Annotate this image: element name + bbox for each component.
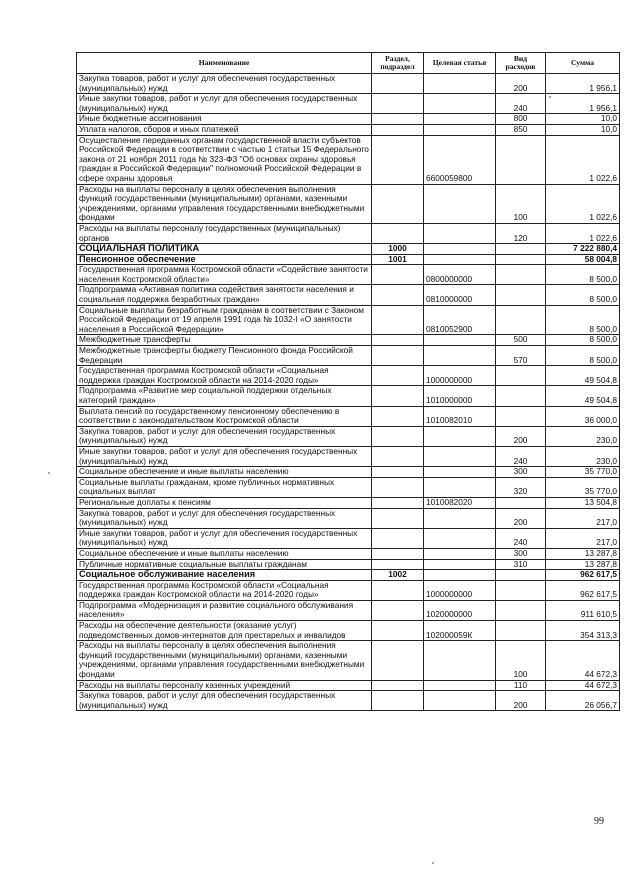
cell-sum: 911 610,5 (546, 600, 620, 620)
cell-target: 0810000000 (424, 285, 496, 305)
cell-target (424, 446, 496, 466)
table-row (77, 680, 620, 691)
cell-section (372, 548, 424, 559)
cell-name: СОЦИАЛЬНАЯ ПОЛИТИКА (77, 244, 372, 255)
cell-sum: 217,0 (546, 528, 620, 548)
cell-kind (496, 244, 546, 255)
page-number: 99 (594, 816, 604, 827)
table-row (77, 580, 620, 600)
cell-section (372, 114, 424, 125)
cell-kind: 500 (496, 335, 546, 346)
cell-kind (496, 621, 546, 641)
cell-target (424, 691, 496, 711)
cell-sum: 230,0 (546, 426, 620, 446)
cell-name: Выплата пенсий по государственному пенсионному обеспечению в соответствии с законодательством Костромской области (77, 406, 372, 426)
header-kind: Вид расходов (496, 53, 546, 74)
table-row (77, 497, 620, 508)
table-row (77, 477, 620, 497)
cell-section (372, 346, 424, 366)
cell-sum: 1 022,6 (546, 223, 620, 243)
cell-name: Межбюджетные трансферты (77, 335, 372, 346)
header-section: Раздел, подраздел (372, 53, 424, 74)
cell-kind (496, 366, 546, 386)
table-row (77, 135, 620, 184)
cell-sum: 58 004,8 (546, 254, 620, 265)
table-row (77, 446, 620, 466)
cell-target (424, 184, 496, 223)
cell-section (372, 477, 424, 497)
cell-name: Иные закупки товаров, работ и услуг для обеспечения государственных (муниципальных) нужд (77, 446, 372, 466)
cell-target: 1010082020 (424, 497, 496, 508)
cell-target (424, 467, 496, 478)
cell-name: Закупка товаров, работ и услуг для обеспечения государственных (муниципальных) нужд (77, 74, 372, 94)
cell-section (372, 580, 424, 600)
cell-kind (496, 580, 546, 600)
cell-kind: 300 (496, 467, 546, 478)
cell-sum: 13 287,8 (546, 559, 620, 570)
cell-kind: 570 (496, 346, 546, 366)
cell-section (372, 426, 424, 446)
cell-kind (496, 265, 546, 285)
cell-name: Иные бюджетные ассигнования (77, 114, 372, 125)
table-row (77, 366, 620, 386)
cell-sum: 8 500,0 (546, 305, 620, 335)
cell-kind (496, 386, 546, 406)
table-row (77, 94, 620, 114)
table-row (77, 528, 620, 548)
table-row (77, 600, 620, 620)
table-row (77, 559, 620, 570)
cell-section (372, 641, 424, 680)
cell-kind: 240 (496, 94, 546, 114)
cell-name: Расходы на обеспечение деятельности (оказание услуг) подведомственных домов-интернатов для престарелых и инвалидов (77, 621, 372, 641)
cell-name: Иные закупки товаров, работ и услуг для обеспечения государственных (муниципальных) нужд (77, 528, 372, 548)
cell-name: Государственная программа Костромской области «Содействие занятости населения Костромской области» (77, 265, 372, 285)
cell-section (372, 691, 424, 711)
cell-kind: 110 (496, 680, 546, 691)
cell-kind: 200 (496, 691, 546, 711)
cell-kind: 120 (496, 223, 546, 243)
cell-name: Государственная программа Костромской области «Социальная поддержка граждан Костромской области на 2014-2020 годы» (77, 580, 372, 600)
cell-sum: 7 222 880,4 (546, 244, 620, 255)
cell-section (372, 467, 424, 478)
cell-name: Закупка товаров, работ и услуг для обеспечения государственных (муниципальных) нужд (77, 691, 372, 711)
table-row (77, 184, 620, 223)
table-row (77, 124, 620, 135)
cell-section (372, 305, 424, 335)
cell-section (372, 621, 424, 641)
cell-kind: 100 (496, 641, 546, 680)
cell-kind (496, 600, 546, 620)
cell-name: Закупка товаров, работ и услуг для обеспечения государственных (муниципальных) нужд (77, 508, 372, 528)
cell-target (424, 223, 496, 243)
cell-name: Социальное обслуживание населения (77, 570, 372, 581)
cell-name: Иные закупки товаров, работ и услуг для обеспечения государственных (муниципальных) нужд (77, 94, 372, 114)
cell-sum: 36 000,0 (546, 406, 620, 426)
cell-sum: 35 770,0 (546, 477, 620, 497)
cell-target: 1010082010 (424, 406, 496, 426)
cell-target (424, 94, 496, 114)
cell-section (372, 386, 424, 406)
cell-name: Социальное обеспечение и иные выплаты населению (77, 467, 372, 478)
cell-name: Региональные доплаты к пенсиям (77, 497, 372, 508)
table-row (77, 346, 620, 366)
table-row (77, 570, 620, 581)
cell-section: 1001 (372, 254, 424, 265)
cell-kind (496, 285, 546, 305)
cell-sum: 26 056,7 (546, 691, 620, 711)
scan-speck (48, 472, 50, 474)
header-sum: Сумма (546, 53, 620, 74)
cell-target (424, 477, 496, 497)
table-row (77, 406, 620, 426)
cell-sum: 1 956,1 (546, 74, 620, 94)
cell-kind: 240 (496, 528, 546, 548)
table-row (77, 305, 620, 335)
cell-kind: 300 (496, 548, 546, 559)
cell-section: 1002 (372, 570, 424, 581)
cell-kind: 310 (496, 559, 546, 570)
cell-sum: 10,0 (546, 114, 620, 125)
cell-name: Закупка товаров, работ и услуг для обеспечения государственных (муниципальных) нужд (77, 426, 372, 446)
cell-sum: 13 287,8 (546, 548, 620, 559)
cell-sum: 354 313,3 (546, 621, 620, 641)
cell-name: Уплата налогов, сборов и иных платежей (77, 124, 372, 135)
cell-section (372, 366, 424, 386)
cell-sum: 230,0 (546, 446, 620, 466)
table-row (77, 621, 620, 641)
cell-target (424, 346, 496, 366)
cell-kind: 100 (496, 184, 546, 223)
cell-name: Подпрограмма «Развитие мер социальной поддержки отдельных категорий граждан» (77, 386, 372, 406)
table-row (77, 691, 620, 711)
cell-sum: 49 504,8 (546, 366, 620, 386)
cell-kind (496, 254, 546, 265)
cell-target: 0810052900 (424, 305, 496, 335)
cell-target: 102000059К (424, 621, 496, 641)
cell-target (424, 680, 496, 691)
table-row (77, 508, 620, 528)
scan-speck (432, 862, 434, 864)
cell-kind: 200 (496, 74, 546, 94)
cell-sum: 35 770,0 (546, 467, 620, 478)
cell-sum: 13 504,8 (546, 497, 620, 508)
cell-sum: 1 022,6 (546, 184, 620, 223)
cell-sum: 49 504,8 (546, 386, 620, 406)
cell-section (372, 135, 424, 184)
cell-section (372, 124, 424, 135)
cell-section (372, 680, 424, 691)
cell-section (372, 528, 424, 548)
cell-section: 1000 (372, 244, 424, 255)
table-row (77, 223, 620, 243)
table-row (77, 426, 620, 446)
cell-target: 1000000000 (424, 580, 496, 600)
table-row (77, 265, 620, 285)
table-row (77, 335, 620, 346)
table-row (77, 285, 620, 305)
cell-name: Расходы на выплаты персоналу казенных учреждений (77, 680, 372, 691)
cell-kind: 850 (496, 124, 546, 135)
cell-section (372, 406, 424, 426)
table-row (77, 244, 620, 255)
cell-target (424, 559, 496, 570)
cell-target (424, 508, 496, 528)
cell-sum: 44 672,3 (546, 641, 620, 680)
table-row (77, 114, 620, 125)
cell-name: Социальные выплаты гражданам, кроме публичных нормативных социальных выплат (77, 477, 372, 497)
cell-section (372, 497, 424, 508)
cell-name: Подпрограмма «Модернизация и развитие социального обслуживания населения» (77, 600, 372, 620)
cell-target (424, 124, 496, 135)
cell-sum: 44 672,3 (546, 680, 620, 691)
cell-target (424, 244, 496, 255)
cell-name: Социальное обеспечение и иные выплаты населению (77, 548, 372, 559)
cell-name: Подпрограмма «Активная политика содействия занятости населения и социальная поддержка безработных граждан» (77, 285, 372, 305)
cell-section (372, 600, 424, 620)
cell-name: Государственная программа Костромской области «Социальная поддержка граждан Костромской области на 2014-2020 годы» (77, 366, 372, 386)
cell-sum: 8 500,0 (546, 346, 620, 366)
cell-sum: 1 022,6 (546, 135, 620, 184)
cell-target (424, 641, 496, 680)
cell-name: Осуществление переданных органам государственной власти субъектов Российской Федерации в соответствии с частью 1 статьи 15 Федерального закона от 21 ноября 2011 года № 323-ФЗ "Об основах охраны здоровья граждан в Российской Федерации" полномочий Российской Федерации в сфере охраны здоровья (77, 135, 372, 184)
cell-section (372, 335, 424, 346)
cell-kind: 320 (496, 477, 546, 497)
cell-target (424, 426, 496, 446)
cell-section (372, 94, 424, 114)
table-row (77, 641, 620, 680)
cell-sum: 8 500,0 (546, 265, 620, 285)
cell-target (424, 570, 496, 581)
header-name: Наименование (77, 53, 372, 74)
cell-target (424, 254, 496, 265)
cell-kind: 200 (496, 426, 546, 446)
cell-name: Межбюджетные трансферты бюджету Пенсионного фонда Российской Федерации (77, 346, 372, 366)
table-row (77, 548, 620, 559)
cell-section (372, 74, 424, 94)
cell-section (372, 508, 424, 528)
cell-kind (496, 305, 546, 335)
cell-kind (496, 406, 546, 426)
table-header-row (77, 53, 620, 74)
cell-sum: 962 617,5 (546, 570, 620, 581)
cell-kind: 240 (496, 446, 546, 466)
cell-sum: 8 500,0 (546, 285, 620, 305)
cell-section (372, 446, 424, 466)
cell-target (424, 528, 496, 548)
cell-kind: 800 (496, 114, 546, 125)
cell-section (372, 285, 424, 305)
table-body (77, 74, 620, 711)
cell-name: Пенсионное обеспечение (77, 254, 372, 265)
cell-sum: 217,0 (546, 508, 620, 528)
cell-sum: 962 617,5 (546, 580, 620, 600)
table-row (77, 386, 620, 406)
table-row (77, 467, 620, 478)
header-target: Целевая статья (424, 53, 496, 74)
cell-sum: 1 956,1 (546, 94, 620, 114)
cell-name: Расходы на выплаты персоналу в целях обеспечения выполнения функций государственными (муниципальными) органами, казенными учреждениями, органами управления государственными внебюджетными фондами (77, 184, 372, 223)
cell-kind (496, 497, 546, 508)
cell-section (372, 559, 424, 570)
cell-target: 1020000000 (424, 600, 496, 620)
cell-target: 1000000000 (424, 366, 496, 386)
cell-name: Социальные выплаты безработным гражданам в соответствии с Законом Российской Федерации от 19 апреля 1991 года № 1032-I «О занятости населения в Российской Федерации» (77, 305, 372, 335)
cell-kind (496, 570, 546, 581)
cell-target: 1010000000 (424, 386, 496, 406)
cell-sum: 8 500,0 (546, 335, 620, 346)
cell-name: Публичные нормативные социальные выплаты гражданам (77, 559, 372, 570)
cell-sum: 10,0 (546, 124, 620, 135)
cell-target (424, 74, 496, 94)
cell-target (424, 114, 496, 125)
budget-table (76, 52, 620, 711)
cell-kind (496, 135, 546, 184)
table-row (77, 254, 620, 265)
cell-target (424, 548, 496, 559)
cell-section (372, 184, 424, 223)
cell-name: Расходы на выплаты персоналу государственных (муниципальных) органов (77, 223, 372, 243)
cell-section (372, 223, 424, 243)
scan-speck (549, 96, 551, 98)
cell-name: Расходы на выплаты персоналу в целях обеспечения выполнения функций государственными (муниципальными) органами, казенными учреждениями, органами управления государственными внебюджетными фондами (77, 641, 372, 680)
table-row (77, 74, 620, 94)
cell-target: 6600059800 (424, 135, 496, 184)
cell-target: 0800000000 (424, 265, 496, 285)
cell-section (372, 265, 424, 285)
cell-target (424, 335, 496, 346)
cell-kind: 200 (496, 508, 546, 528)
